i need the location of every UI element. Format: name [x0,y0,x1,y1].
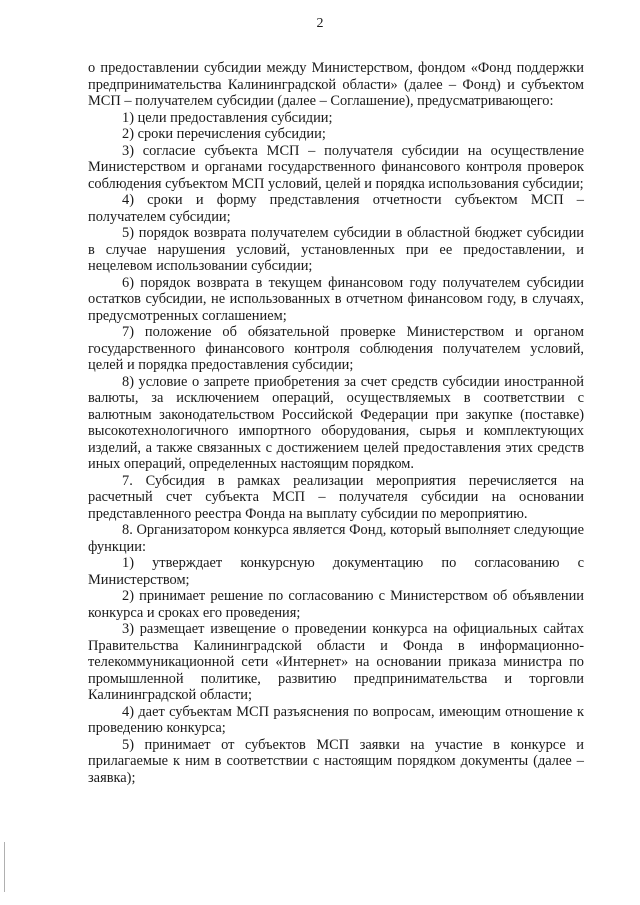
list-item: 8) условие о запрете приобретения за счет средств субсидии иностранной валюты, за исключением операций, осуществляемых в соответствии с валютным законодательством Российской Федерации при закупке (поставке) высокотехнологичного импортного оборудования, сырья и комплектующих изделий, а также связанных с достижением целей предоставления этих средств иных операций, определенных настоящим порядком. [88,373,584,472]
list-item: 7) положение об обязательной проверке Министерством и органом государственного финансового контроля соблюдения получателем условий, целей и порядка предоставления субсидии; [88,324,584,373]
document-body [88,60,584,786]
list-item: 5) порядок возврата получателем субсидии в областной бюджет субсидии в случае нарушения условий, установленных при ее предоставлении, и нецелевом использовании субсидии; [88,225,584,274]
page-number: 2 [316,16,324,31]
list-item: 1) цели предоставления субсидии; [122,109,333,126]
section-paragraph: 7. Субсидия в рамках реализации мероприятия перечисляется на расчетный счет субъекта МСП – получателя субсидии на основании представленного реестра Фонда на выплату субсидии по мероприятию. [88,472,584,522]
paragraph: о предоставлении субсидии между Министерством, фондом «Фонд поддержки предпринимательства Калининградской области» (далее – Фонд) и субъектом МСП – получателем субсидии (далее – Соглашение), предусматривающего: [88,60,584,109]
list-item: 1) утверждает конкурсную документацию по согласованию с Министерством; [88,555,584,588]
scan-edge-mark [4,842,5,892]
list-item: 2) принимает решение по согласованию с Министерством об объявлении конкурса и сроках его проведения; [88,588,584,621]
list-item: 4) дает субъектам МСП разъяснения по вопросам, имеющим отношение к проведению конкурса; [88,703,584,736]
list-item: 2) сроки перечисления субсидии; [122,126,326,142]
list-item: 6) порядок возврата в текущем финансовом году получателем субсидии остатков субсидии, не использованных в отчетном финансовом году, в случаях, предусмотренных соглашением; [88,274,584,324]
list-item: 5) принимает от субъектов МСП заявки на участие в конкурсе и прилагаемые к ним в соответствии с настоящим порядком документы (далее – заявка); [88,736,584,786]
list-item: 3) размещает извещение о проведении конкурса на официальных сайтах Правительства Калининградской области и Фонда в информационно-телекоммуникационной сети «Интернет» на основании приказа министра по промышленной политике, развитию предпринимательства и торговли Калининградской области; [88,621,584,703]
list-item: 4) сроки и форму представления отчетности субъектом МСП – получателем субсидии; [88,192,584,225]
section-paragraph: 8. Организатором конкурса является Фонд, который выполняет следующие функции: [88,522,584,555]
list-item: 3) согласие субъекта МСП – получателя субсидии на осуществление Министерством и органами государственного финансового контроля проверок соблюдения субъектом МСП условий, целей и порядка использования субсидии; [88,142,584,192]
